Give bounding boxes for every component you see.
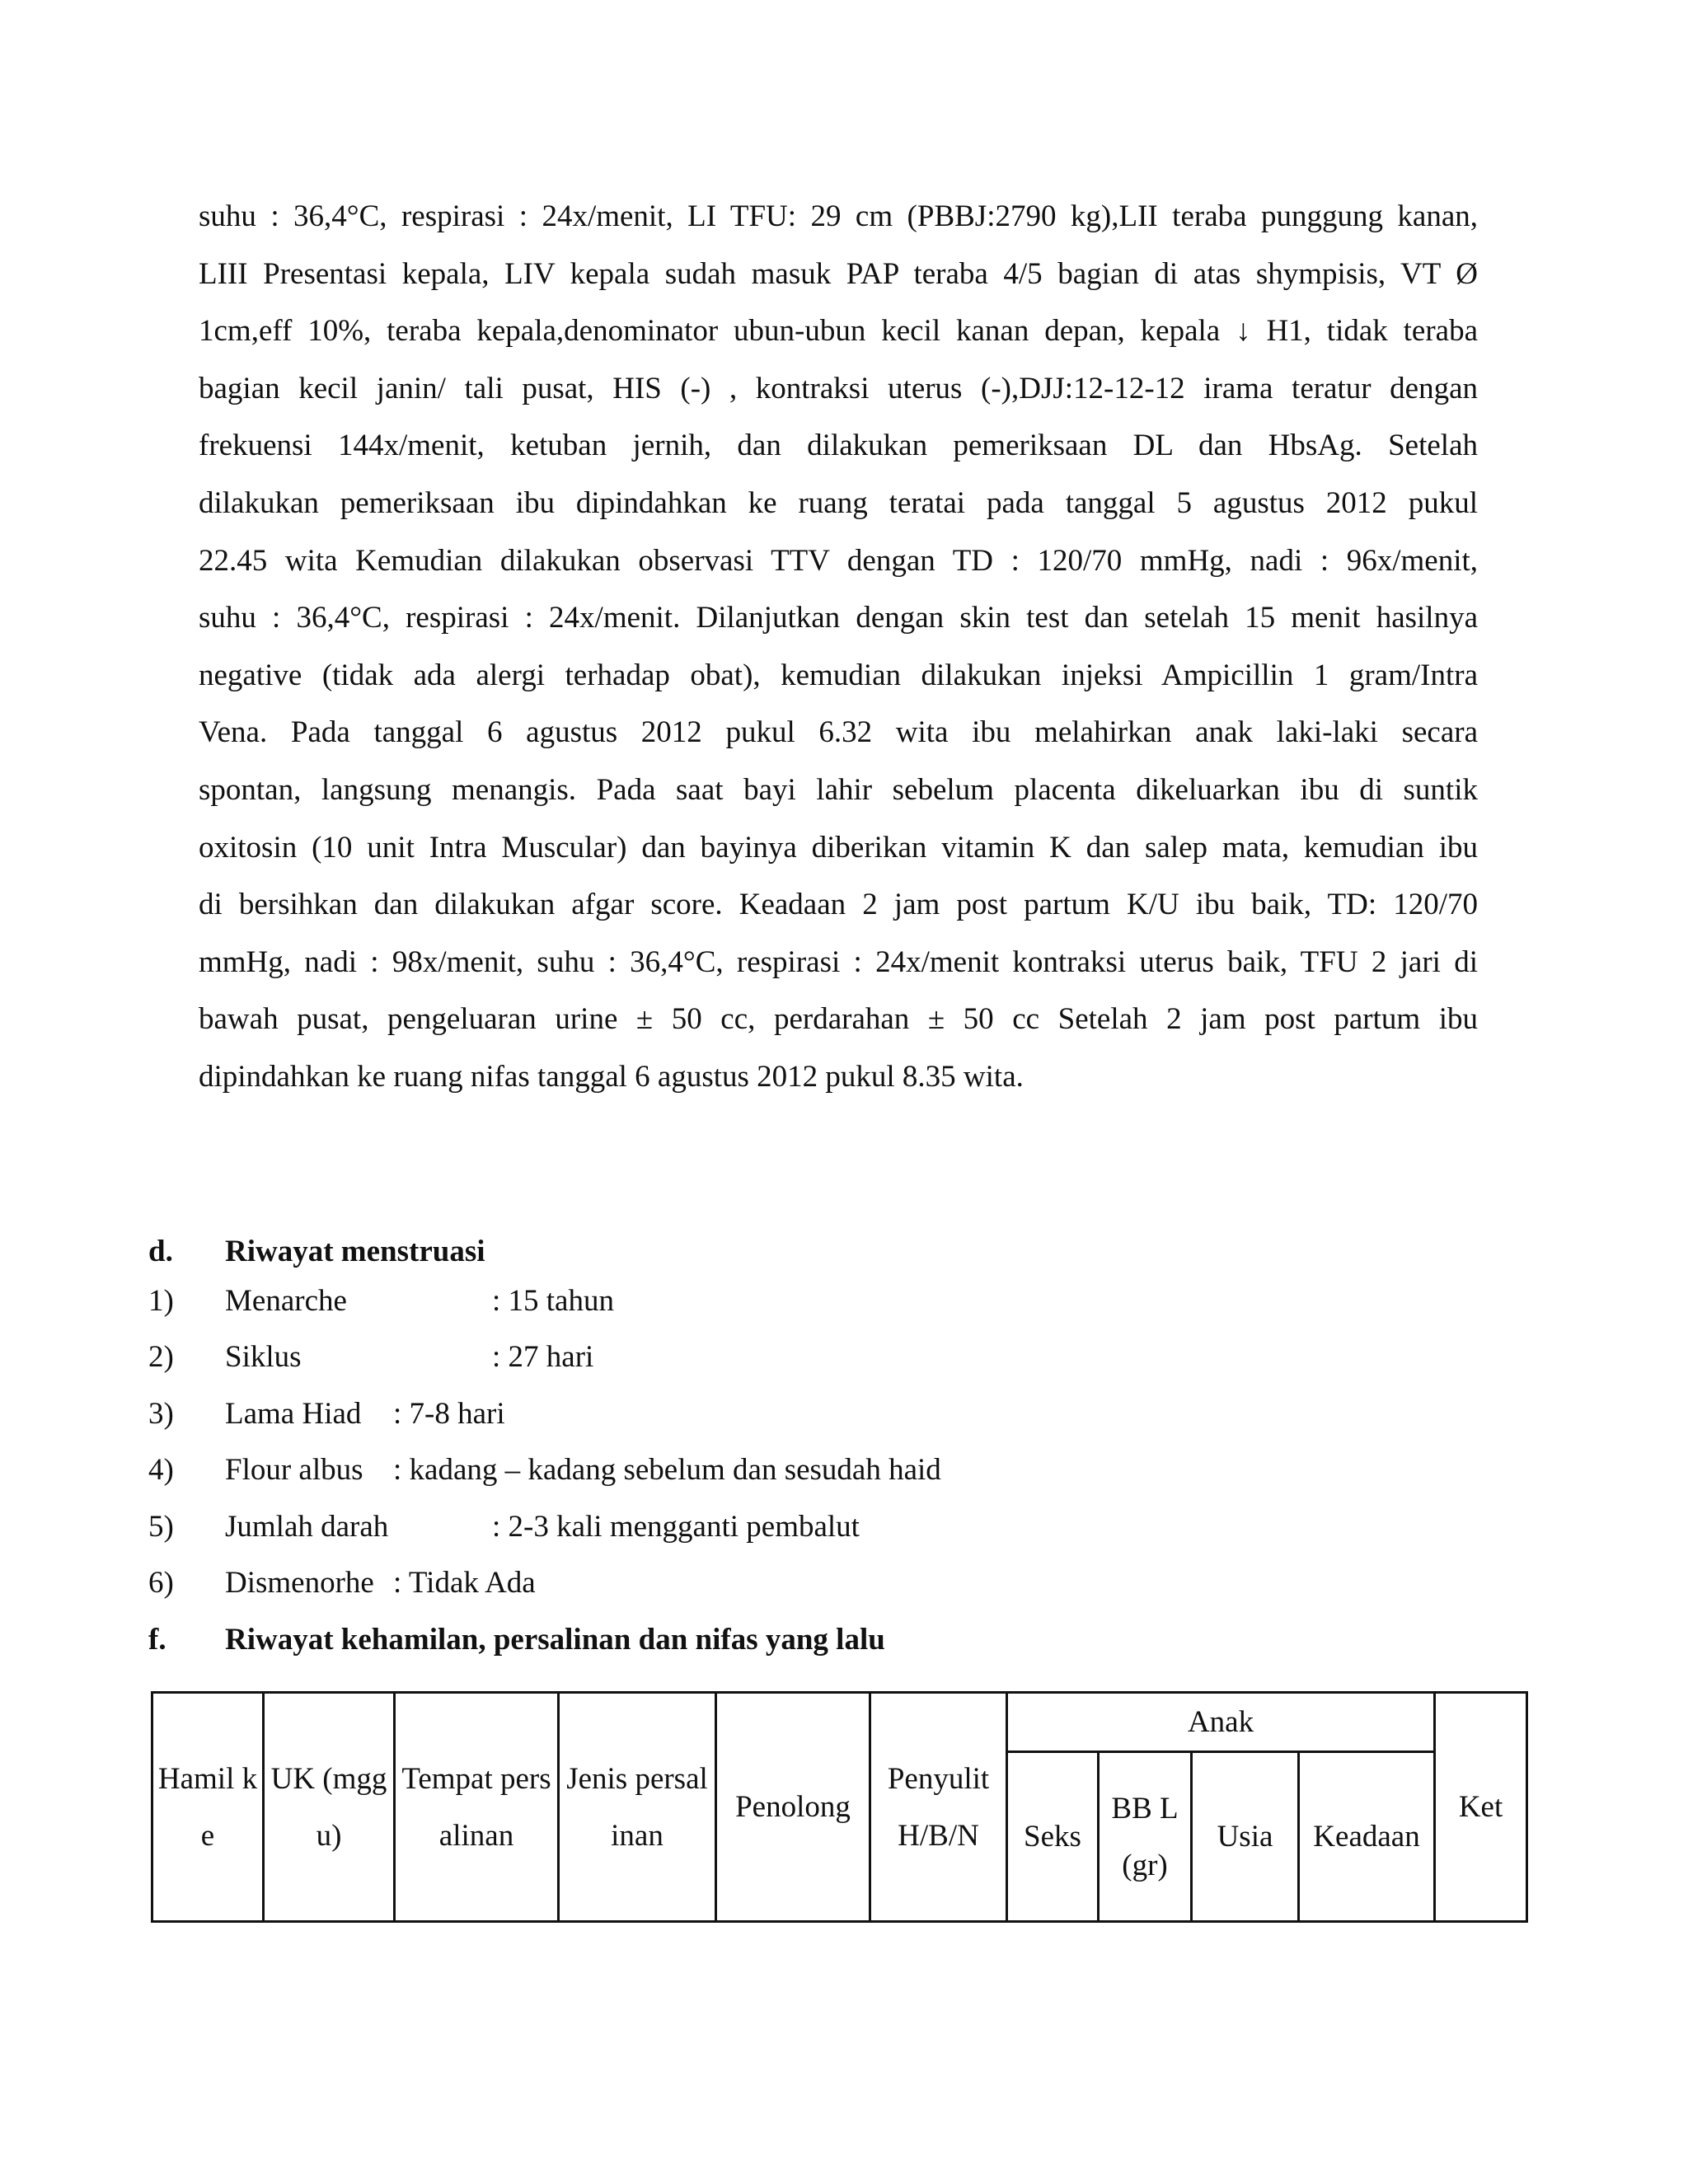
col-header-keadaan: Keadaan — [1299, 1752, 1435, 1922]
item-number: 2) — [148, 1340, 174, 1374]
section-marker: f. — [148, 1623, 166, 1657]
col-header-ket: Ket — [1435, 1693, 1527, 1922]
pregnancy-history-table — [151, 1691, 1528, 1923]
paragraph-line: dipindahkan ke ruang nifas tanggal 6 agustus 2012 pukul 8.35 wita. — [199, 1059, 1024, 1094]
paragraph-line: mmHg, nadi : 98x/menit, suhu : 36,4°C, respirasi : 24x/menit kontraksi uterus baik, TFU 2 jari di — [199, 944, 1478, 979]
paragraph-line: spontan, langsung menangis. Pada saat bayi lahir sebelum placenta dikeluarkan ibu di suntik — [199, 772, 1478, 807]
paragraph-line: bawah pusat, pengeluaran urine ± 50 cc, perdarahan ± 50 cc Setelah 2 jam post partum ibu — [199, 1002, 1478, 1037]
item-number: 6) — [148, 1566, 174, 1600]
item-value: : 2-3 kali mengganti pembalut — [492, 1510, 860, 1544]
item-value: : kadang – kadang sebelum dan sesudah haid — [393, 1453, 941, 1487]
item-label: Jumlah darah — [225, 1510, 389, 1544]
section-title: Riwayat kehamilan, persalinan dan nifas yang lalu — [225, 1623, 885, 1657]
col-header-jenis-persalinan: Jenis persalinan — [559, 1693, 716, 1922]
section-marker: d. — [148, 1235, 173, 1268]
col-header-penyulit: Penyulit H/B/N — [870, 1693, 1007, 1922]
paragraph-line: dilakukan pemeriksaan ibu dipindahkan ke ruang teratai pada tanggal 5 agustus 2012 pukul — [199, 485, 1478, 520]
paragraph-line: suhu : 36,4°C, respirasi : 24x/menit, LI TFU: 29 cm (PBBJ:2790 kg),LII teraba punggung kanan, — [199, 199, 1478, 233]
item-value: : 15 tahun — [492, 1284, 614, 1318]
col-header-hamil-ke: Hamil ke — [152, 1693, 264, 1922]
group-header-anak: Anak — [1007, 1693, 1435, 1752]
item-value: : Tidak Ada — [393, 1566, 536, 1600]
paragraph-line: 22.45 wita Kemudian dilakukan observasi TTV dengan TD : 120/70 mmHg, nadi : 96x/menit, — [199, 543, 1478, 578]
paragraph-line: oxitosin (10 unit Intra Muscular) dan bayinya diberikan vitamin K dan salep mata, kemudian ibu — [199, 830, 1478, 865]
item-number: 3) — [148, 1397, 174, 1431]
paragraph-line: 1cm,eff 10%, teraba kepala,denominator ubun-ubun kecil kanan depan, kepala ↓ H1, tidak teraba — [199, 314, 1478, 349]
item-label: Menarche — [225, 1284, 347, 1318]
col-header-seks: Seks — [1007, 1752, 1099, 1922]
paragraph-line: LIII Presentasi kepala, LIV kepala sudah masuk PAP teraba 4/5 bagian di atas shympisis, VT Ø — [199, 256, 1478, 291]
item-number: 5) — [148, 1510, 174, 1544]
narrative-paragraph — [199, 188, 1478, 1106]
paragraph-line: suhu : 36,4°C, respirasi : 24x/menit. Dilanjutkan dengan skin test dan setelah 15 menit hasilnya — [199, 601, 1478, 635]
item-value: : 27 hari — [492, 1340, 594, 1374]
paragraph-line: Vena. Pada tanggal 6 agustus 2012 pukul 6.32 wita ibu melahirkan anak laki-laki secara — [199, 715, 1478, 750]
item-value: : 7-8 hari — [393, 1397, 505, 1431]
item-number: 4) — [148, 1453, 174, 1487]
item-label: Dismenorhe — [225, 1566, 374, 1600]
paragraph-line: di bersihkan dan dilakukan afgar score. Keadaan 2 jam post partum K/U ibu baik, TD: 120/70 — [199, 888, 1478, 922]
section-title: Riwayat menstruasi — [225, 1235, 485, 1268]
paragraph-line: negative (tidak ada alergi terhadap obat), kemudian dilakukan injeksi Ampicillin 1 gram/Intra — [199, 658, 1478, 692]
col-header-bbl: BB L (gr) — [1099, 1752, 1192, 1922]
col-header-uk: UK (mggu) — [264, 1693, 395, 1922]
item-label: Flour albus — [225, 1453, 363, 1487]
col-header-penolong: Penolong — [716, 1693, 870, 1922]
item-number: 1) — [148, 1284, 174, 1318]
paragraph-line: frekuensi 144x/menit, ketuban jernih, dan dilakukan pemeriksaan DL dan HbsAg. Setelah — [199, 429, 1478, 463]
item-label: Siklus — [225, 1340, 302, 1374]
item-label: Lama Hiad — [225, 1397, 362, 1431]
col-header-usia: Usia — [1192, 1752, 1299, 1922]
col-header-tempat-persalinan: Tempat persalinan — [395, 1693, 559, 1922]
paragraph-line: bagian kecil janin/ tali pusat, HIS (-) , kontraksi uterus (-),DJJ:12-12-12 irama teratur dengan — [199, 371, 1478, 405]
